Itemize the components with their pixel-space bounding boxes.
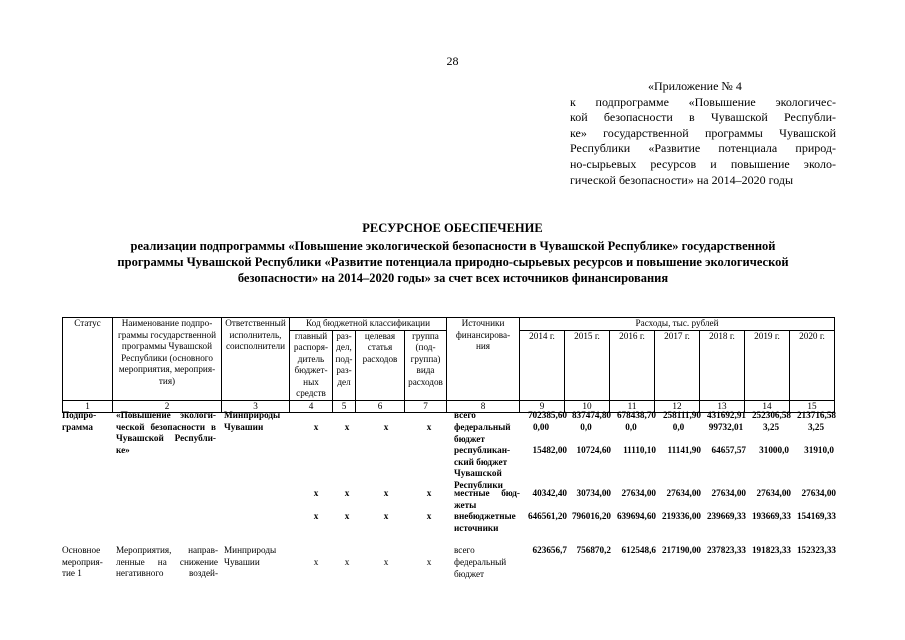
source-label: местные бюд- жеты <box>454 488 520 510</box>
column-number: 12 <box>655 400 700 412</box>
resource-table-header <box>62 317 835 413</box>
column-number: 4 <box>290 400 333 412</box>
header-responsible: Ответственный исполнитель, соисполнители <box>222 318 290 401</box>
value-cell: 258111,90 <box>662 410 701 420</box>
event-name: Мероприятия, направ- ленные на снижение негативного воздей- <box>116 545 218 579</box>
column-number: 6 <box>356 400 405 412</box>
appendix-line: кой безопасности в Чувашской Республи- <box>570 110 836 125</box>
header-year-2015: 2015 г. <box>565 330 610 400</box>
appendix-title: «Приложение № 4 <box>648 79 742 93</box>
header-target-item: целевая статья расходов <box>356 330 405 400</box>
appendix-line: ке» государственной программы Чувашской <box>570 125 836 140</box>
appendix-line: гической безопасности» на 2014–2020 годы <box>570 172 794 187</box>
source-label: внебюджетные источники <box>454 511 516 533</box>
code-mark: х <box>426 488 432 498</box>
column-number: 3 <box>222 400 290 412</box>
value-cell: 27634,00 <box>756 488 791 498</box>
header-section: раз- дел, под- раз- дел <box>333 330 356 400</box>
code-mark: х <box>344 422 350 432</box>
event-responsible: Минприроды Чувашии <box>224 545 277 567</box>
header-sources: Источники финансирова- ния <box>447 318 520 401</box>
value-cell: 237823,33 <box>706 545 746 555</box>
value-cell: 27634,00 <box>801 488 836 498</box>
value-cell: 15482,00 <box>532 445 567 455</box>
value-cell: 30734,00 <box>576 488 611 498</box>
appendix-line: к подпрограмме «Повышение экологичес- <box>570 94 836 109</box>
header-status: Статус <box>63 318 113 401</box>
value-cell: 431692,91 <box>706 410 746 420</box>
value-cell: 639694,60 <box>616 511 656 521</box>
column-number: 13 <box>700 400 745 412</box>
value-cell: 678438,70 <box>616 410 656 420</box>
value-cell: 3,25 <box>762 422 780 432</box>
value-cell: 27634,00 <box>711 488 746 498</box>
value-cell: 31000,0 <box>759 445 789 455</box>
column-number: 7 <box>405 400 447 412</box>
value-cell: 217190,00 <box>661 545 701 555</box>
code-mark: х <box>313 422 319 432</box>
subprogram-responsible: Минприроды Чувашии <box>224 410 281 432</box>
value-cell: 252306,58 <box>751 410 791 420</box>
source-label: федеральный бюджет <box>454 557 507 579</box>
code-mark: х <box>383 557 389 567</box>
header-year-2014: 2014 г. <box>520 330 565 400</box>
column-number: 15 <box>790 400 835 412</box>
column-number: 11 <box>610 400 655 412</box>
header-main-manager: главный распоря- дитель бюджет- ных средств <box>290 330 333 400</box>
code-mark: х <box>426 422 432 432</box>
header-budget-code: Код бюджетной классификации <box>290 318 447 331</box>
column-number: 9 <box>520 400 565 412</box>
value-cell: 154169,33 <box>796 511 836 521</box>
header-year-2020: 2020 г. <box>790 330 835 400</box>
column-number: 2 <box>113 400 222 412</box>
value-cell: 612548,6 <box>621 545 656 555</box>
value-cell: 837474,80 <box>571 410 611 420</box>
column-number: 5 <box>333 400 356 412</box>
page-number: 28 <box>446 54 459 68</box>
code-mark: х <box>383 422 389 432</box>
subprogram-status: Подпро- грамма <box>62 410 97 432</box>
value-cell: 0,00 <box>532 422 550 432</box>
document-title: РЕСУРСНОЕ ОБЕСПЕЧЕНИЕ <box>362 221 543 235</box>
header-expenses: Расходы, тыс. рублей <box>520 318 835 331</box>
header-year-2018: 2018 г. <box>700 330 745 400</box>
code-mark: х <box>313 557 319 567</box>
subtitle-line: программы Чувашской Республики «Развитие потенциала природно-сырьевых ресурсов и повышение экологической <box>117 255 789 269</box>
code-mark: х <box>313 511 319 521</box>
value-cell: 31910,0 <box>804 445 834 455</box>
source-label: республикан- ский бюджет Чувашской Республики <box>454 445 511 491</box>
value-cell: 239669,33 <box>706 511 746 521</box>
value-cell: 193669,33 <box>751 511 791 521</box>
header-year-2017: 2017 г. <box>655 330 700 400</box>
code-mark: х <box>383 488 389 498</box>
header-year-2019: 2019 г. <box>745 330 790 400</box>
value-cell: 191823,33 <box>751 545 791 555</box>
source-label: всего <box>454 410 476 420</box>
code-mark: х <box>344 488 350 498</box>
value-cell: 64657,57 <box>711 445 746 455</box>
value-cell: 99732,01 <box>708 422 744 432</box>
value-cell: 646561,20 <box>527 511 567 521</box>
header-year-2016: 2016 г. <box>610 330 655 400</box>
value-cell: 40342,40 <box>532 488 567 498</box>
value-cell: 213716,58 <box>796 410 836 420</box>
column-number: 10 <box>565 400 610 412</box>
value-cell: 702385,60 <box>527 410 567 420</box>
column-number: 8 <box>447 400 520 412</box>
value-cell: 27634,00 <box>666 488 701 498</box>
subtitle-line: реализации подпрограммы «Повышение экологической безопасности в Чувашской Республике» государственной <box>130 239 776 253</box>
value-cell: 11110,10 <box>623 445 656 455</box>
header-expense-group: группа (под- группа) вида расходов <box>405 330 447 400</box>
value-cell: 3,25 <box>807 422 825 432</box>
source-label: всего <box>454 545 475 555</box>
value-cell: 796016,20 <box>571 511 611 521</box>
subtitle-line: безопасности» на 2014–2020 годы» за счет всех источников финансирования <box>237 271 669 285</box>
code-mark: х <box>344 557 350 567</box>
document-subtitle <box>62 238 844 286</box>
header-name: Наименование подпро- граммы государственной программы Чувашской Республики (основного мероприятия, мероприя- тия) <box>113 318 222 401</box>
value-cell: 0,0 <box>580 422 592 432</box>
value-cell: 11141,90 <box>667 445 701 455</box>
value-cell: 219336,00 <box>661 511 701 521</box>
value-cell: 152323,33 <box>796 545 836 555</box>
value-cell: 756870,2 <box>576 545 611 555</box>
code-mark: х <box>383 511 389 521</box>
value-cell: 0,0 <box>625 422 637 432</box>
column-number: 1 <box>63 400 113 412</box>
value-cell: 27634,00 <box>621 488 656 498</box>
source-label: федеральный бюджет <box>454 422 511 444</box>
appendix-note <box>570 79 836 188</box>
appendix-line: но-сырьевых ресурсов и повышение эколо- <box>570 156 836 171</box>
value-cell: 623656,7 <box>532 545 567 555</box>
event-status: Основное мероприя- тие 1 <box>62 545 103 579</box>
code-mark: х <box>426 557 432 567</box>
value-cell: 0,0 <box>672 422 685 432</box>
value-cell: 10724,60 <box>576 445 611 455</box>
code-mark: х <box>426 511 432 521</box>
appendix-line: Республики «Развитие потенциала природ- <box>570 141 836 156</box>
code-mark: х <box>344 511 350 521</box>
column-number: 14 <box>745 400 790 412</box>
code-mark: х <box>313 488 319 498</box>
subprogram-name: «Повышение экологи- ческой безопасности в Чувашской Республи- ке» <box>116 410 216 456</box>
